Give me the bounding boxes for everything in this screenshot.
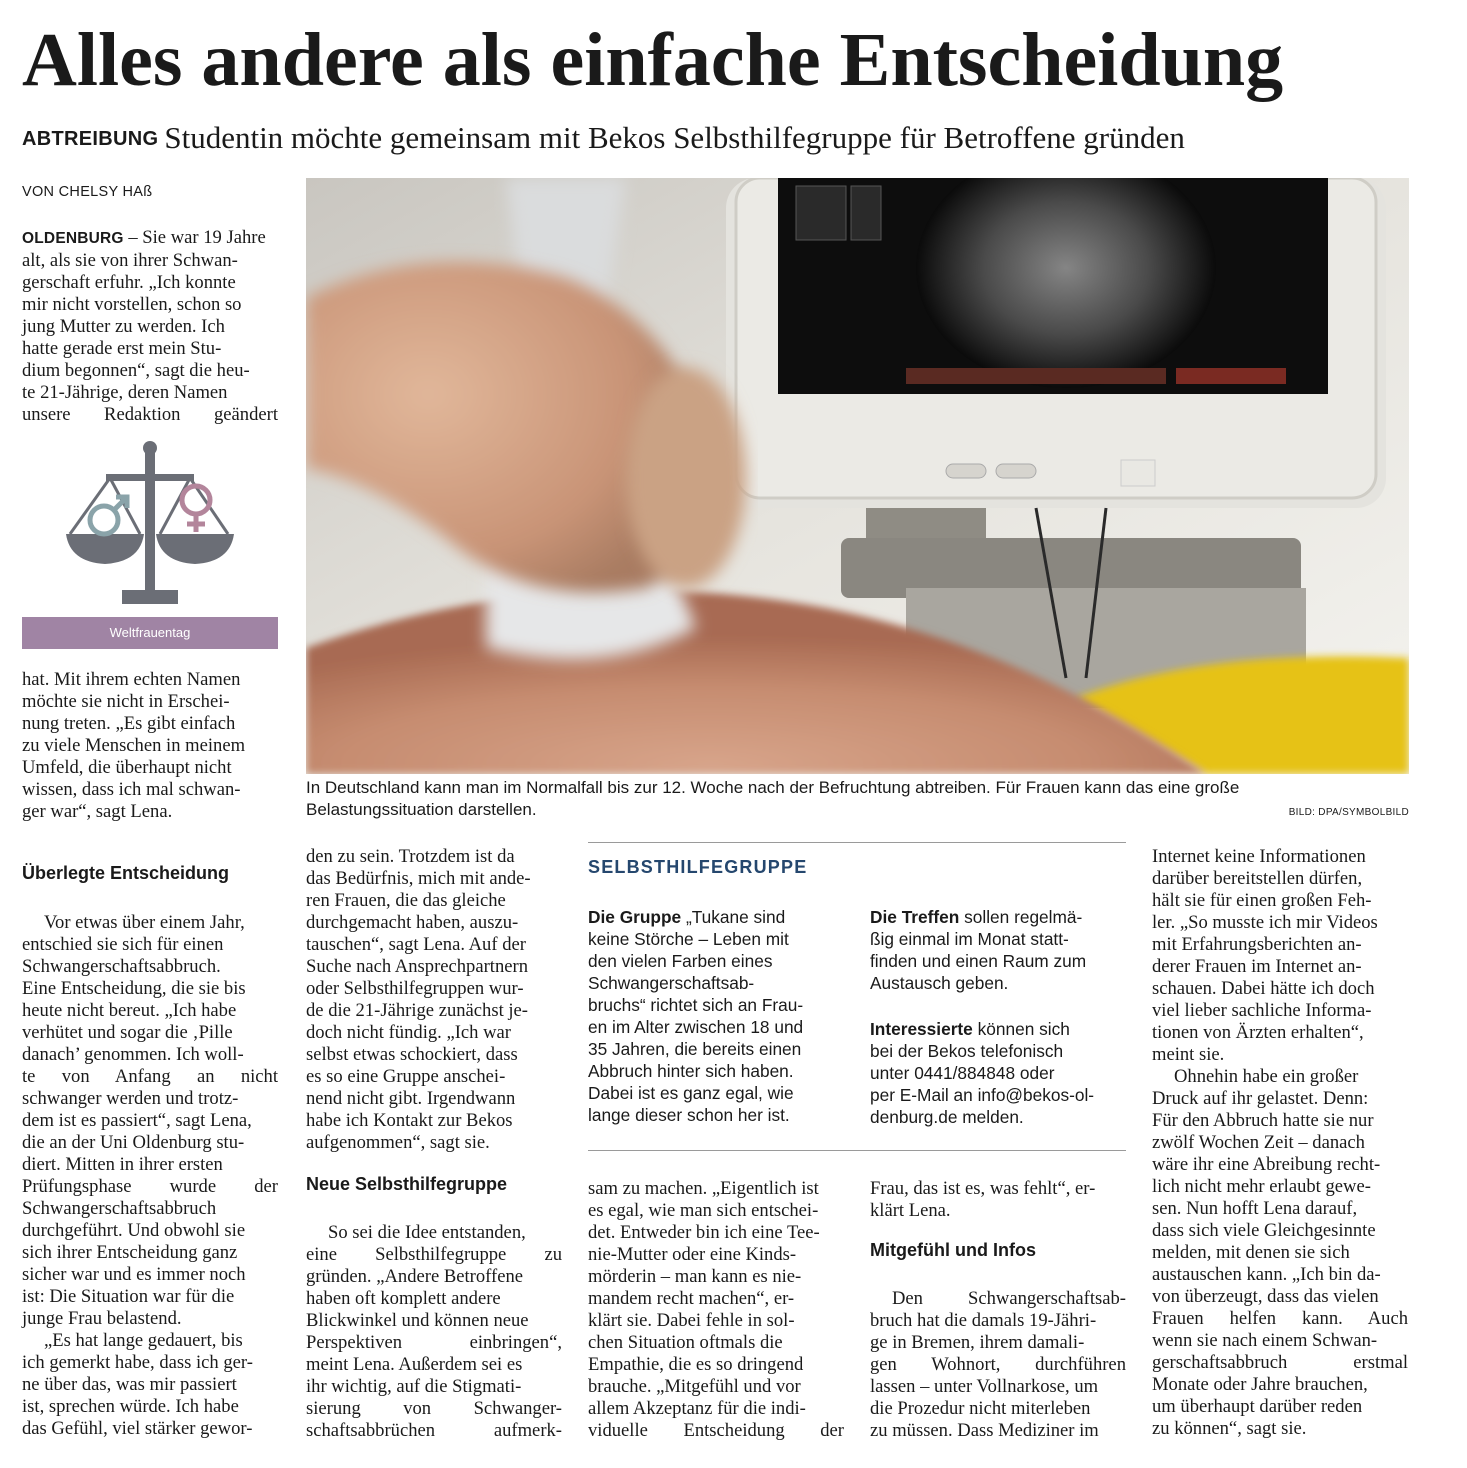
column1-top xyxy=(22,227,278,426)
text-line: aufgenommen“, sagt sie. xyxy=(306,1132,490,1153)
section-heading-mitgefuehl-und-infos: Mitgefühl und Infos xyxy=(870,1240,1036,1260)
text-line: Blickwinkel und können neue xyxy=(306,1310,529,1331)
text-line: austauschen kann. „Ich bin da- xyxy=(1152,1264,1381,1285)
text-line: tauschen“, sagt Lena. Auf der xyxy=(306,934,526,955)
text-line: das Bedürfnis, mich mit ande- xyxy=(306,868,531,889)
text-line: Frauen helfen kann. Auch xyxy=(1152,1308,1408,1329)
text-line: sierung von Schwanger- xyxy=(306,1398,562,1419)
text-line: um überhaupt darüber reden xyxy=(1152,1396,1363,1417)
infobox-lead: Die Treffen xyxy=(870,907,960,927)
text-line: die an der Uni Oldenburg stu- xyxy=(22,1132,245,1153)
infobox-meetings-text xyxy=(870,906,1132,994)
photo-credit: BILD: DPA/SYMBOLBILD xyxy=(1288,807,1409,818)
text-line: sicher war und es immer noch xyxy=(22,1264,246,1285)
text-line: Frau, das ist es, was fehlt“, er- xyxy=(870,1178,1096,1199)
infobox-top-rule xyxy=(588,842,1126,843)
text-line: haben oft komplett andere xyxy=(306,1288,501,1309)
infobox-lead: Interessierte xyxy=(870,1019,973,1039)
text-line: denburg.de melden. xyxy=(870,1107,1024,1127)
text-line: Suche nach Ansprechpartnern xyxy=(306,956,529,977)
text-line: Umfeld, die überhaupt nicht xyxy=(22,757,232,778)
text-line: selbst etwas schockiert, dass xyxy=(306,1044,518,1065)
text-line: Dabei ist es ganz egal, wie xyxy=(588,1083,794,1103)
text-line: melden, mit denen sie sich xyxy=(1152,1242,1350,1263)
text-line: lange dieser schon her ist. xyxy=(588,1105,790,1125)
text-line: dass sich viele Gleichgesinnte xyxy=(1152,1220,1376,1241)
text-line: Schwangerschaftsabbruch xyxy=(22,1198,217,1219)
subheadline: Studentin möchte gemeinsam mit Bekos Selbsthilfegruppe für Betroffene gründen xyxy=(164,120,1185,155)
text-line: Perspektiven einbringen“, xyxy=(306,1332,562,1353)
infobox-lead: Die Gruppe xyxy=(588,907,682,927)
text-line: brauche. „Mitgefühl und vor xyxy=(588,1376,801,1397)
text-line: Monate oder Jahre brauchen, xyxy=(1152,1374,1368,1395)
headline: Alles andere als einfache Entscheidung xyxy=(22,18,1284,102)
text-line: das Gefühl, viel stärker gewor- xyxy=(22,1418,253,1439)
text-line: oder Selbsthilfegruppen wur- xyxy=(306,978,524,999)
text-line: allem Akzeptanz für die indi- xyxy=(588,1398,806,1419)
text-line: ist: Die Situation war für die xyxy=(22,1286,235,1307)
text-line: eine Selbsthilfegruppe zu xyxy=(306,1244,562,1265)
text-line: danach’ genommen. Ich woll- xyxy=(22,1044,244,1065)
text-line: nie-Mutter oder eine Kinds- xyxy=(588,1244,797,1265)
text-line: sam zu machen. „Eigentlich ist xyxy=(588,1178,819,1199)
byline: VON CHELSY HAß xyxy=(22,184,153,200)
text-line: hat. Mit ihrem echten Namen xyxy=(22,669,241,690)
ultrasound-examination-image xyxy=(306,178,1409,774)
text-line: Druck auf ihr gelastet. Denn: xyxy=(1152,1088,1369,1109)
text-line: meint sie. xyxy=(1152,1044,1225,1065)
text-line: te 21-Jährige, deren Namen xyxy=(22,382,228,403)
text-line: entschied sie sich für einen xyxy=(22,934,224,955)
text-line: gerschaftsabbruch erstmal xyxy=(1152,1352,1408,1373)
text-line: möchte sie nicht in Erschei- xyxy=(22,691,230,712)
text-line: det. Entweder bin ich eine Tee- xyxy=(588,1222,820,1243)
weltfrauentag-banner: Weltfrauentag xyxy=(22,617,278,649)
text-line: zu müssen. Dass Mediziner im xyxy=(870,1420,1099,1441)
kicker: ABTREIBUNG xyxy=(22,128,159,150)
text-line: Schwangerschaftsabbruch. xyxy=(22,956,221,977)
text-line: nung treten. „Es gibt einfach xyxy=(22,713,236,734)
text-line: gerschaft erfuhr. „Ich konnte xyxy=(22,272,236,293)
text-line: diert. Mitten in ihrer ersten xyxy=(22,1154,223,1175)
text-line: chen Situation oftmals die xyxy=(588,1332,783,1353)
text-line: Ohnehin habe ein großer xyxy=(1174,1066,1359,1087)
text-line: mörderin – man kann es nie- xyxy=(588,1266,802,1287)
text-line: darüber bereitstellen dürfen, xyxy=(1152,868,1363,889)
text-line: die Prozedur nicht miterleben xyxy=(870,1398,1091,1419)
text-line: unsere Redaktion geändert xyxy=(22,404,278,425)
text-line: zu können“, sagt sie. xyxy=(1152,1418,1307,1439)
text-line: habe ich Kontakt zur Bekos xyxy=(306,1110,513,1131)
text-line: sich ihrer Entscheidung ganz xyxy=(22,1242,238,1263)
column3-bottom xyxy=(588,1178,844,1442)
dateline: OLDENBURG xyxy=(22,230,124,247)
text-line: es egal, wie man sich entschei- xyxy=(588,1200,819,1221)
text-line: lassen – unter Vollnarkose, um xyxy=(870,1376,1099,1397)
text-line: „Es hat lange gedauert, bis xyxy=(44,1330,243,1351)
text-line: ger war“, sagt Lena. xyxy=(22,801,173,822)
text-line: bei der Bekos telefonisch xyxy=(870,1041,1064,1061)
text-line: schaftsabbrüchen aufmerk- xyxy=(306,1420,562,1441)
text-line: ßig einmal im Monat statt- xyxy=(870,929,1069,949)
text-line: alt, als sie von ihrer Schwan- xyxy=(22,250,238,271)
text-line: 35 Jahren, die bereits einen xyxy=(588,1039,802,1059)
text-line: jung Mutter zu werden. Ich xyxy=(22,316,225,337)
text-line: derer Frauen im Internet an- xyxy=(1152,956,1362,977)
text-line: ge in Bremen, ihrem damali- xyxy=(870,1332,1085,1353)
column4-bottom-top xyxy=(870,1178,1126,1222)
caption-line: Belastungssituation darstellen. xyxy=(306,800,537,819)
text-line: wissen, dass ich mal schwan- xyxy=(22,779,241,800)
text-line: Prüfungsphase wurde der xyxy=(22,1176,278,1197)
text-line: schauen. Dabei hätte ich doch xyxy=(1152,978,1375,999)
text-line: viduelle Entscheidung der xyxy=(588,1420,844,1441)
text-line: Den Schwangerschaftsab- xyxy=(892,1288,1126,1309)
text-line: junge Frau belastend. xyxy=(22,1308,182,1329)
scales-of-justice-gender-icon xyxy=(22,434,278,614)
text-line: Schwangerschaftsab- xyxy=(588,973,755,993)
text-line: ler. „So musste ich mir Videos xyxy=(1152,912,1378,933)
text-line: So sei die Idee entstanden, xyxy=(328,1222,526,1243)
text-line: hatte gerade erst mein Stu- xyxy=(22,338,222,359)
text-line: lich nicht mehr erlaubt gewe- xyxy=(1152,1176,1371,1197)
text-line: mir nicht vorstellen, schon so xyxy=(22,294,242,315)
section-heading-neue-selbsthilfegruppe: Neue Selbsthilfegruppe xyxy=(306,1174,508,1194)
caption-line: In Deutschland kann man im Normalfall bis zur 12. Woche nach der Befruchtung abtreiben. Für Frauen kann das eine große xyxy=(306,778,1240,797)
text-line: Abbruch hinter sich haben. xyxy=(588,1061,794,1081)
text-line: wenn sie nach einem Schwan- xyxy=(1152,1330,1378,1351)
text-line: Vor etwas über einem Jahr, xyxy=(44,912,245,933)
text-line: bruchs“ richtet sich an Frau- xyxy=(588,995,804,1015)
text-line: klärt Lena. xyxy=(870,1200,951,1221)
text-line: Austausch geben. xyxy=(870,973,1009,993)
text-line: OLDENBURG – Sie war 19 Jahre xyxy=(22,227,266,248)
text-line: de die 21-Jährige zunächst je- xyxy=(306,1000,528,1021)
column5 xyxy=(1152,846,1408,1440)
text-line: ich gemerkt habe, dass ich ger- xyxy=(22,1352,253,1373)
text-line: zwölf Wochen Zeit – danach xyxy=(1152,1132,1365,1153)
text-line: mit Erfahrungsberichten an- xyxy=(1152,934,1362,955)
text-line: tionen von Ärzten erhalten“, xyxy=(1152,1022,1364,1043)
text-line: von überzeugt, dass das vielen xyxy=(1152,1286,1379,1307)
infobox-contact-text xyxy=(870,1018,1132,1128)
text-line: Für den Abbruch hatte sie nur xyxy=(1152,1110,1374,1131)
text-line: per E-Mail an info@bekos-ol- xyxy=(870,1085,1095,1105)
text-line: heute nicht bereut. „Ich habe xyxy=(22,1000,237,1021)
text-line: dem ist es passiert“, sagt Lena, xyxy=(22,1110,252,1131)
text-line: es so eine Gruppe anschei- xyxy=(306,1066,506,1087)
subheadline-row xyxy=(22,118,1442,159)
text-line: Die Treffen sollen regelmä- xyxy=(870,907,1083,927)
text-line: verhütet und sogar die ‚Pille xyxy=(22,1022,233,1043)
text-line: ist, sprechen würde. Ich habe xyxy=(22,1396,239,1417)
text-line: hält sie für einen großen Feh- xyxy=(1152,890,1372,911)
text-line: te von Anfang an nicht xyxy=(22,1066,278,1087)
text-line: finden und einen Raum zum xyxy=(870,951,1087,971)
text-line: en im Alter zwischen 18 und xyxy=(588,1017,804,1037)
text-line: schwanger werden und trotz- xyxy=(22,1088,239,1109)
text-line: den zu sein. Trotzdem ist da xyxy=(306,846,515,867)
text-line: zu viele Menschen in meinem xyxy=(22,735,246,756)
column2-top xyxy=(306,846,562,1154)
text-line: durchgeführt. Und obwohl sie xyxy=(22,1220,246,1241)
text-line: bruch hat die damals 19-Jähri- xyxy=(870,1310,1097,1331)
text-line: klärt sie. Dabei fehle in sol- xyxy=(588,1310,795,1331)
text-line: doch nicht fündig. „Ich war xyxy=(306,1022,511,1043)
infobox-group-text xyxy=(588,906,850,1126)
ultrasound-photo xyxy=(306,178,1409,774)
text-line: Eine Entscheidung, die sie bis xyxy=(22,978,246,999)
section-heading-ueberlegte-entscheidung: Überlegte Entscheidung xyxy=(22,863,230,883)
infobox-bottom-rule xyxy=(588,1150,1126,1151)
column4-bottom xyxy=(870,1288,1126,1442)
text-line: unter 0441/884848 oder xyxy=(870,1063,1055,1083)
text-line: wäre ihr eine Abreibung recht- xyxy=(1152,1154,1381,1175)
column1-bottom xyxy=(22,912,278,1440)
text-line: Internet keine Informationen xyxy=(1152,846,1366,867)
text-line: keine Störche – Leben mit xyxy=(588,929,789,949)
text-line: ihr wichtig, auf die Stigmati- xyxy=(306,1376,522,1397)
text-line: Interessierte können sich xyxy=(870,1019,1070,1039)
text-line: mandem recht machen“, er- xyxy=(588,1288,795,1309)
text-line: Empathie, die es so dringend xyxy=(588,1354,804,1375)
text-line: durchgemacht haben, auszu- xyxy=(306,912,519,933)
text-line: Die Gruppe „Tukane sind xyxy=(588,907,786,927)
text-line: viel lieber sachliche Informa- xyxy=(1152,1000,1372,1021)
column2-bottom xyxy=(306,1222,562,1442)
text-line: meint Lena. Außerdem sei es xyxy=(306,1354,523,1375)
text-line: ren Frauen, die das gleiche xyxy=(306,890,506,911)
column1-middle xyxy=(22,669,278,823)
text-line: dium begonnen“, sagt die heu- xyxy=(22,360,250,381)
text-line: nend nicht gibt. Irgendwann xyxy=(306,1088,516,1109)
text-line: sen. Nun hofft Lena darauf, xyxy=(1152,1198,1358,1219)
text-line: gen Wohnort, durchführen xyxy=(870,1354,1126,1375)
text-line: den vielen Farben eines xyxy=(588,951,773,971)
text-line: gründen. „Andere Betroffene xyxy=(306,1266,524,1287)
text-line: ne über das, was mir passiert xyxy=(22,1374,237,1395)
infobox-title: SELBSTHILFEGRUPPE xyxy=(588,857,808,877)
